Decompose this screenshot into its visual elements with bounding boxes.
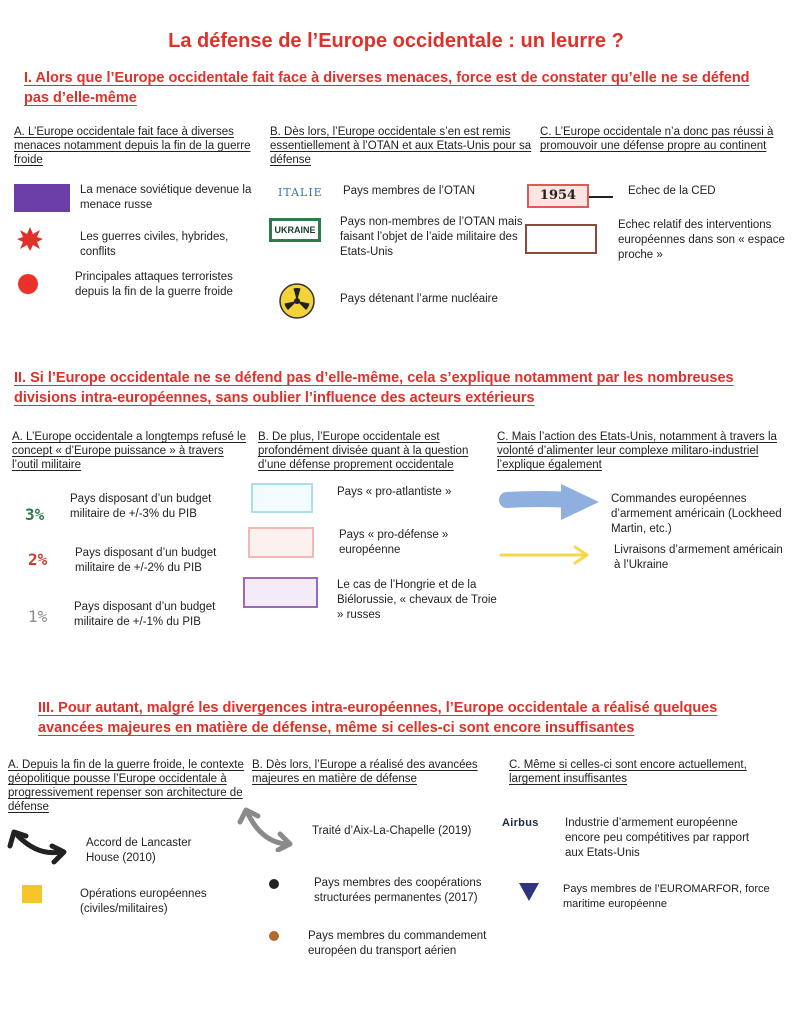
legend-label: Echec de la CED [628, 185, 716, 197]
legend-label: Principales attaques terroristes depuis la fin de la guerre froide [75, 271, 233, 298]
euromarfor-triangle-icon [518, 882, 540, 902]
trojan-horse-swatch [243, 577, 318, 608]
section-1c-heading: C. L’Europe occidentale n’a donc pas réussi à promouvoir une défense propre au continent [540, 126, 774, 152]
non-nato-symbol: UKRAINE [269, 218, 321, 242]
section-2-title: II. Si l’Europe occidentale ne se défend pas d’elle-même, cela s’explique notamment par les nombreuses divisions intra-européennes, sans oublier l’influence des acteurs extérieurs [14, 370, 734, 406]
airbus-logo: Airbus [502, 817, 539, 829]
pro-defense-swatch [248, 527, 314, 558]
ced-year-box: 1954 [527, 184, 589, 208]
connector-line [589, 196, 613, 198]
legend-label: Les guerres civiles, hybrides, conflits [80, 231, 229, 258]
legend-label: Pays disposant d’un budget militaire de +/-2% du PIB [75, 547, 217, 574]
section-1-title: I. Alors que l’Europe occidentale fait face à diverses menaces, force est de constater qu’elle ne se défend pas d’elle-même [24, 70, 750, 106]
aix-treaty-double-arrow [236, 806, 298, 852]
legend-label: Pays non-membres de l’OTAN mais faisant l’objet de l’aide militaire des Etats-Unis [340, 216, 523, 258]
legend-label: Pays « pro-défense » européenne [339, 529, 449, 556]
russian-threat-swatch [14, 184, 70, 212]
legend-label: Pays membres de l’OTAN [343, 185, 476, 197]
section-2a-heading: A. L’Europe occidentale a longtemps refusé le concept « d’Europe puissance » à travers l’outil militaire [12, 431, 246, 471]
budget-1-symbol: 1% [28, 607, 48, 626]
pesco-dot [269, 879, 279, 889]
section-3-title: III. Pour autant, malgré les divergences intra-européennes, l’Europe occidentale a réalisé quelques avancées majeures en matière de défense, même si celles-ci sont encore insuffisantes [38, 700, 718, 736]
legend-label: Pays détenant l’arme nucléaire [340, 293, 498, 305]
legend-label: Opérations européennes (civiles/militaires) [80, 888, 207, 915]
legend-label: Industrie d’armement européenne encore peu compétitives par rapport aux Etats-Unis [565, 817, 750, 859]
legend-label: Pays membres des coopérations structurées permanentes (2017) [314, 877, 482, 904]
lancaster-double-arrow [6, 826, 70, 866]
intervention-failure-box [525, 224, 597, 254]
legend-label: Traité d’Aix-La-Chapelle (2019) [312, 825, 472, 837]
eatc-dot [269, 931, 279, 941]
legend-label: La menace soviétique devenue la menace russe [80, 184, 252, 211]
legend-label: Pays « pro-atlantiste » [337, 486, 452, 498]
legend-label: Pays membres de l’EUROMARFOR, force maritime européenne [563, 883, 770, 910]
pro-atlantist-swatch [251, 483, 313, 513]
legend-label: Pays membres du commandement européen du transport aérien [308, 930, 487, 957]
section-3c-heading: C. Même si celles-ci sont encore actuellement, largement insuffisantes [509, 759, 747, 785]
us-orders-arrow [497, 480, 603, 526]
legend-label: Commandes européennes d’armement américain (Lockheed Martin, etc.) [611, 493, 782, 535]
section-3b-heading: B. Dès lors, l’Europe a réalisé des avancées majeures en matière de défense [252, 759, 478, 785]
explosion-icon [16, 226, 44, 252]
legend-label: Pays disposant d’un budget militaire de +/-1% du PIB [74, 601, 216, 628]
legend-label: Accord de Lancaster House (2010) [86, 837, 192, 864]
section-1a-heading: A. L’Europe occidentale fait face à diverses menaces notamment depuis la fin de la guerre froide [14, 126, 251, 166]
legend-label: Pays disposant d’un budget militaire de +/-3% du PIB [70, 493, 212, 520]
nato-member-symbol: ITALIE [278, 186, 323, 199]
legend-label: Echec relatif des interventions européennes dans son « espace proche » [618, 219, 785, 261]
terror-attack-dot [18, 274, 38, 294]
section-1b-heading: B. Dès lors, l’Europe occidentale s’en est remis essentiellement à l’OTAN et aux Etats-Unis pour sa défense [270, 126, 532, 166]
legend-label: Le cas de l’Hongrie et de la Biélorussie, « chevaux de Troie » russes [337, 579, 497, 621]
budget-2-symbol: 2% [28, 550, 48, 569]
section-2c-heading: C. Mais l’action des Etats-Unis, notamment à travers la volonté d’alimenter leur complexe militaro-industriel l’explique également [497, 431, 777, 471]
european-operations-square [22, 885, 42, 903]
budget-3-symbol: 3% [25, 505, 45, 524]
section-2b-heading: B. De plus, l’Europe occidentale est profondément divisée quant à la question d’une défense proprement occidentale [258, 431, 469, 471]
legend-label: Livraisons d’armement américain à l’Ukraine [614, 544, 783, 571]
radiation-icon [279, 283, 315, 319]
ukraine-deliveries-arrow [497, 544, 593, 566]
page-title: La défense de l’Europe occidentale : un leurre ? [168, 30, 624, 52]
section-3a-heading: A. Depuis la fin de la guerre froide, le contexte géopolitique pousse l’Europe occidentale à progressivement repenser son architecture de défense [8, 759, 244, 813]
